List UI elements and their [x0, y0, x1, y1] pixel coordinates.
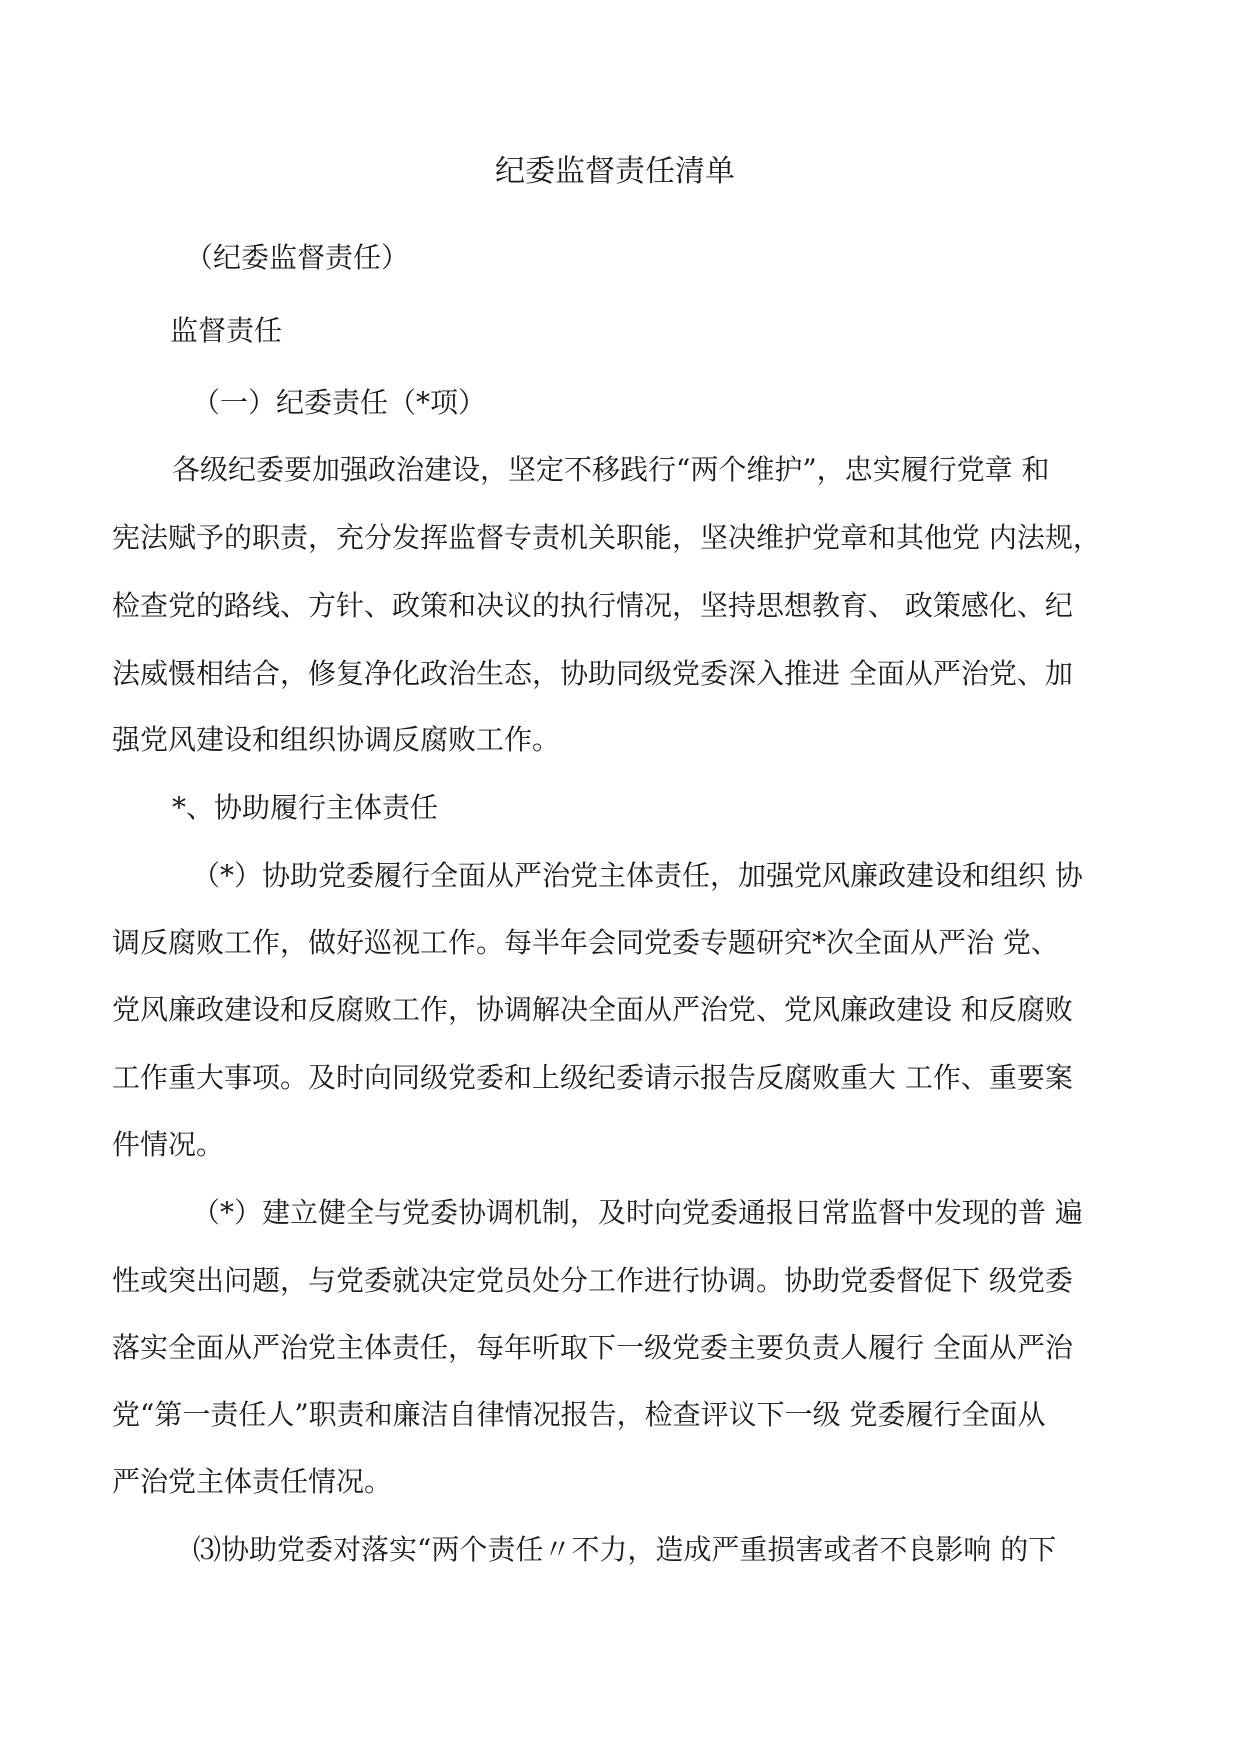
paragraph-line: 件情况。 — [112, 1128, 225, 1161]
paragraph-line: （*）协助党委履行全面从严治党主体责任，加强党风廉政建设和组织 协 — [192, 859, 1083, 892]
paragraph-line: 党风廉政建设和反腐败工作，协调解决全面从严治党、党风廉政建设 和反腐败 — [112, 993, 1073, 1026]
paragraph-line: （*）建立健全与党委协调机制，及时向党委通报日常监督中发现的普 遍 — [192, 1196, 1083, 1229]
paragraph-line: 性或突出问题，与党委就决定党员处分工作进行协调。协助党委督促下 级党委 — [112, 1264, 1073, 1297]
paragraph-line: 检查党的路线、方针、政策和决议的执行情况，坚持思想教育、 政策感化、纪 — [112, 589, 1073, 622]
section-heading: 监督责任 — [170, 314, 283, 347]
paragraph-line: 落实全面从严治党主体责任，每年听取下一级党委主要负责人履行 全面从严治 — [112, 1331, 1073, 1364]
paragraph-line: 严治党主体责任情况。 — [112, 1465, 393, 1498]
item-heading: *、协助履行主体责任 — [172, 791, 439, 824]
paragraph-line: 各级纪委要加强政治建设，坚定不移践行“两个维护”，忠实履行党章 和 — [172, 453, 1050, 486]
subsection-heading: （一）纪委责任（*项） — [192, 386, 487, 419]
paragraph-line: 法威慑相结合，修复净化政治生态，协助同级党委深入推进 全面从严治党、加 — [112, 657, 1073, 690]
document-subtitle: （纪委监督责任） — [185, 241, 410, 274]
paragraph-line: 宪法赋予的职责，充分发挥监督专责机关职能，坚决维护党章和其他党 内法规， — [112, 521, 1101, 554]
paragraph-line: 工作重大事项。及时向同级党委和上级纪委请示报告反腐败重大 工作、重要案 — [112, 1061, 1073, 1094]
paragraph-line: 党“第一责任人”职责和廉洁自律情况报告，检查评议下一级 党委履行全面从 — [112, 1398, 1046, 1431]
document-title: 纪委监督责任清单 — [495, 154, 735, 189]
paragraph-line: ⑶协助党委对落实“两个责任〃不力，造成严重损害或者不良影响 的下 — [193, 1533, 1057, 1566]
paragraph-line: 强党风建设和组织协调反腐败工作。 — [112, 723, 561, 756]
paragraph-line: 调反腐败工作，做好巡视工作。每半年会同党委专题研究*次全面从严治 党、 — [112, 926, 1059, 959]
